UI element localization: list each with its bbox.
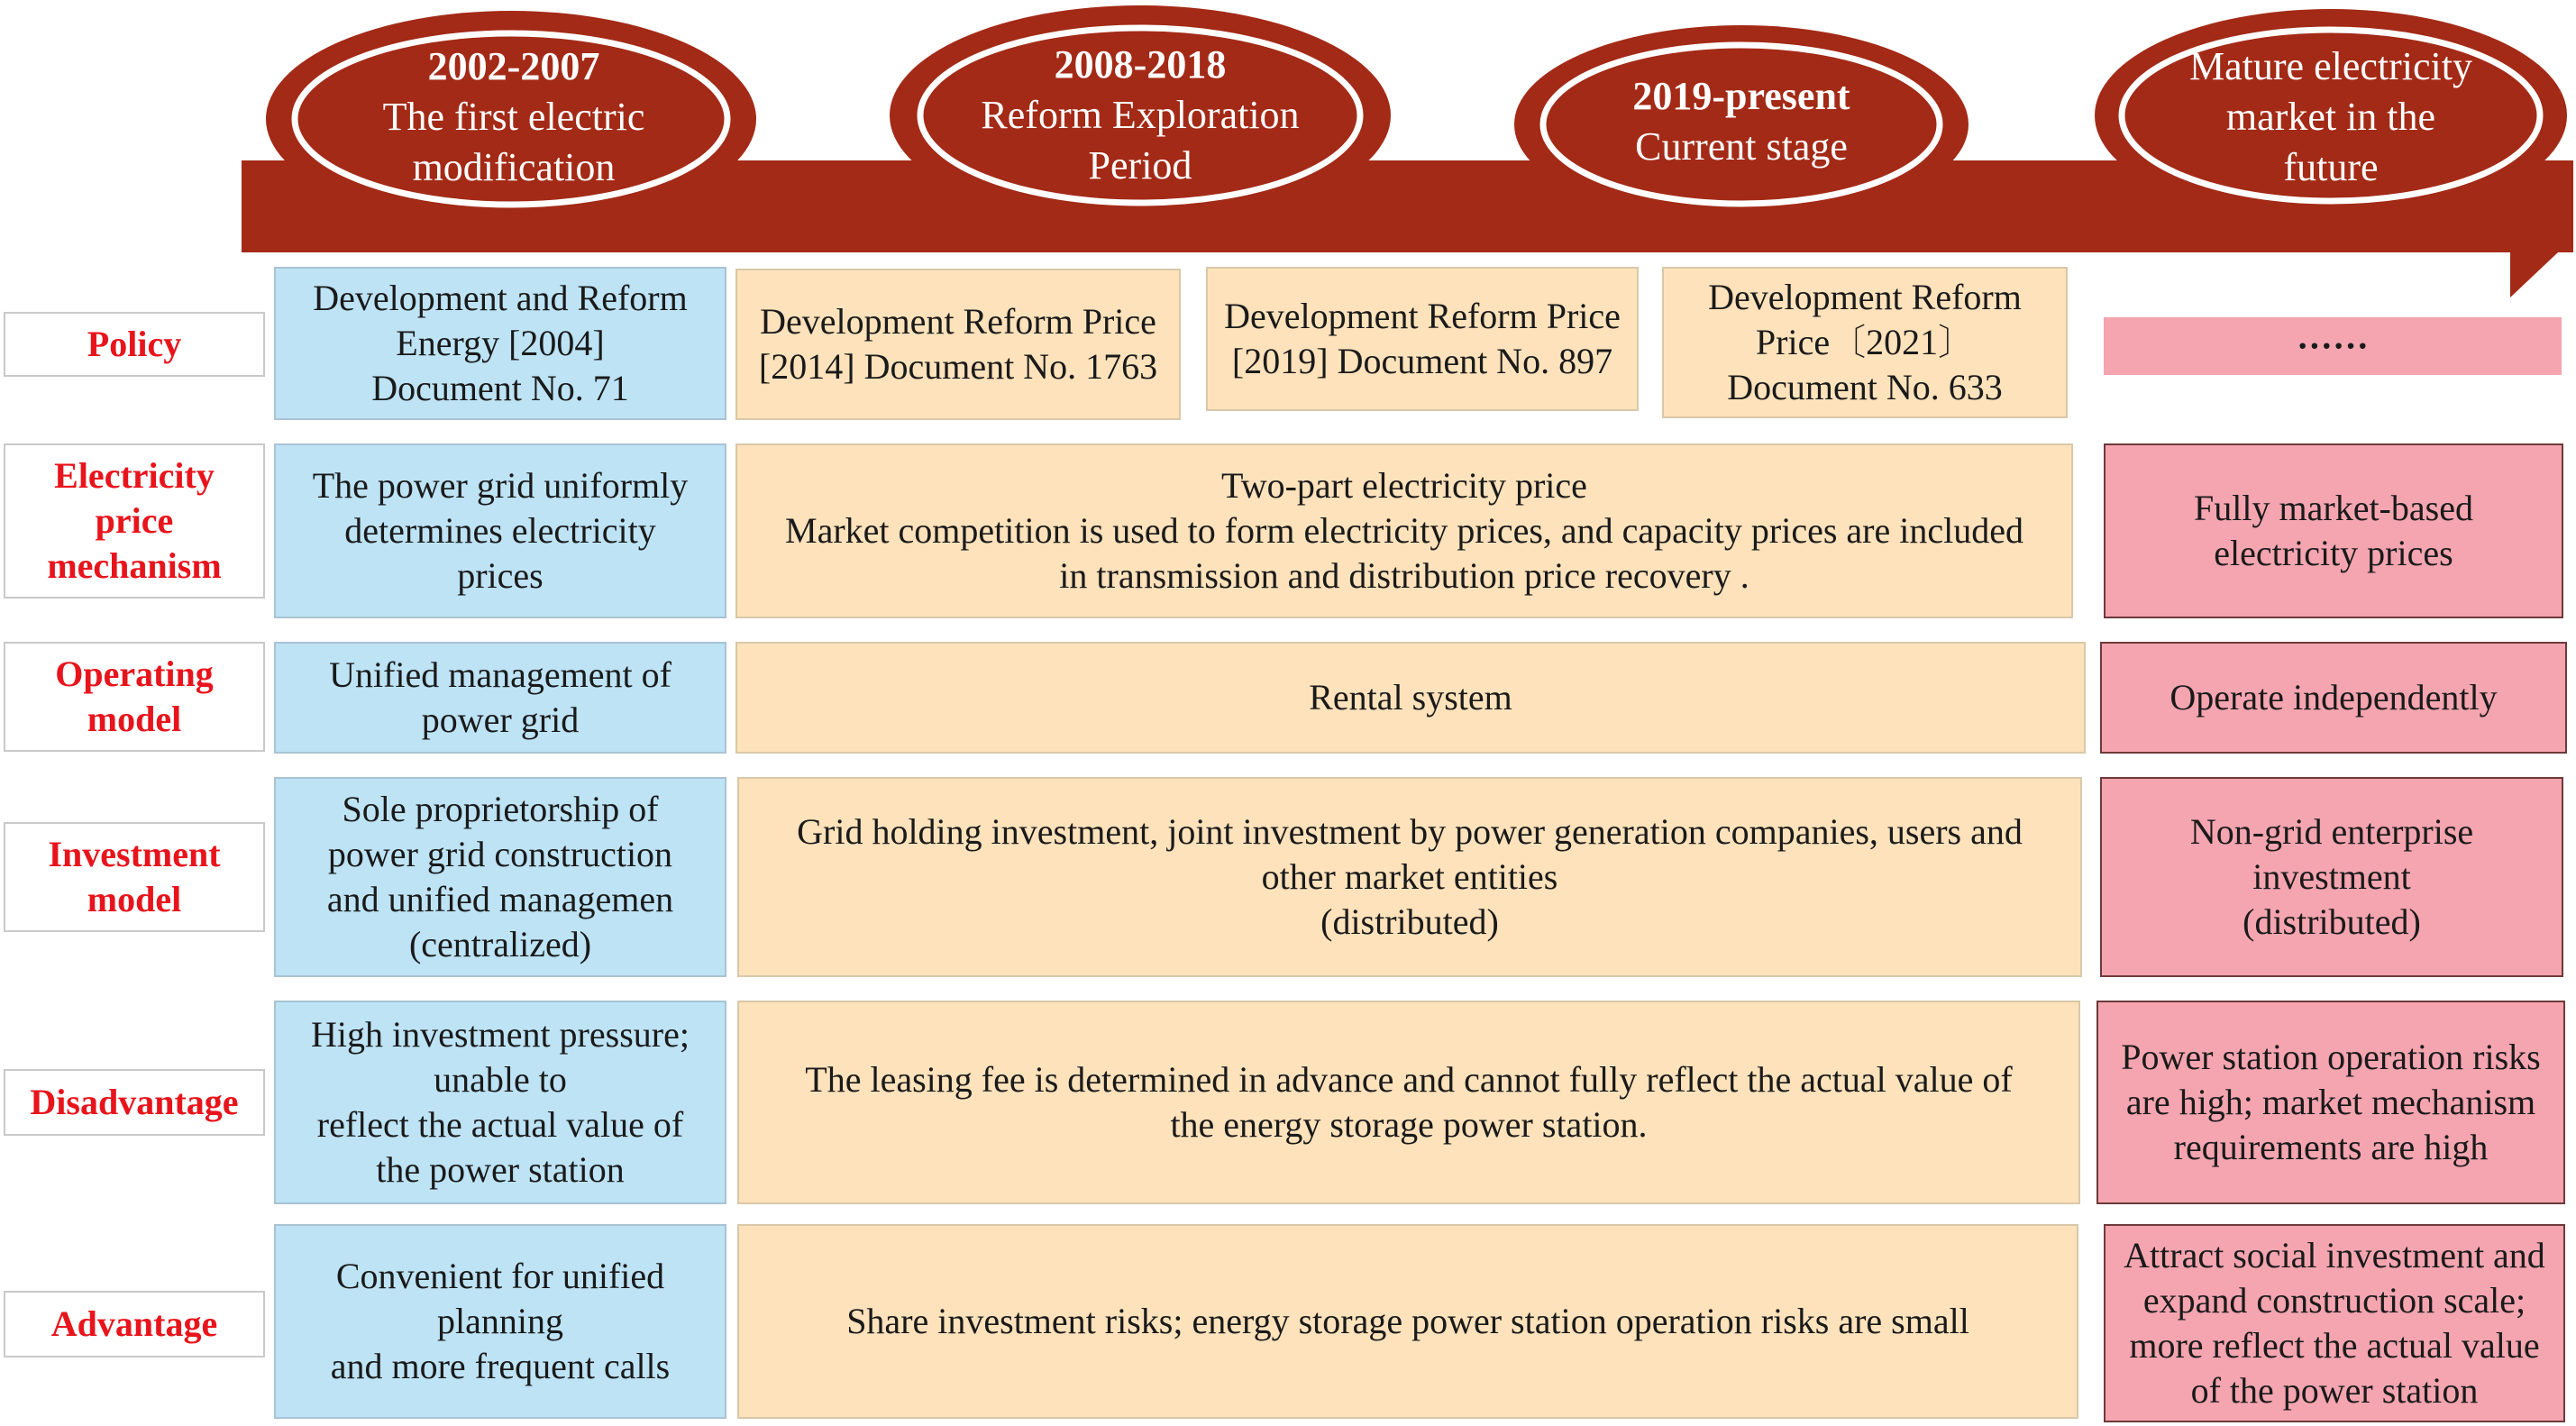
stage-3 (1552, 54, 1931, 189)
stage-4-title: Mature electricity market in the future (2189, 44, 2472, 189)
operating-cell-rental: Rental system (735, 642, 2086, 754)
stage-2 (933, 34, 1347, 197)
stage-3-title: Current stage (1635, 124, 1848, 169)
policy-cell-2014: Development Reform Price [2014] Document No. 1763 (735, 269, 1181, 420)
disadvantage-cell-future: Power station operation risks are high; market mechanism requirements are high (2096, 1001, 2565, 1204)
stage-1 (306, 36, 721, 198)
policy-cell-2021: Development Reform Price〔2021〕 Document No. 633 (1662, 267, 2068, 418)
row-label-investment-model: Investment model (4, 822, 265, 932)
price-cell-centralized: The power grid uniformly determines electricity prices (274, 443, 726, 618)
investment-cell-future: Non-grid enterprise investment (distributed) (2100, 777, 2563, 977)
stage-1-year: 2002-2007 (427, 44, 600, 88)
stage-2-year: 2008-2018 (1054, 42, 1227, 87)
investment-cell-sole: Sole proprietorship of power grid construction and unified managemen (centralized) (274, 777, 726, 977)
policy-cell-2019: Development Reform Price [2019] Document No. 897 (1206, 267, 1639, 411)
row-label-advantage: Advantage (4, 1291, 265, 1357)
disadvantage-cell-leasing: The leasing fee is determined in advance and cannot fully reflect the actual value of the energy storage power station. (737, 1001, 2080, 1204)
stage-3-year: 2019-present (1632, 74, 1850, 118)
row-label-disadvantage: Disadvantage (4, 1069, 265, 1136)
advantage-cell-future: Attract social investment and expand construction scale; more reflect the actual value of the power station (2104, 1224, 2565, 1422)
advantage-cell-share-risk: Share investment risks; energy storage power station operation risks are small (737, 1224, 2078, 1419)
price-cell-future: Fully market-based electricity prices (2104, 443, 2563, 618)
policy-cell-2002: Development and Reform Energy [2004] Document No. 71 (274, 267, 726, 420)
row-label-policy: Policy (4, 312, 265, 377)
disadvantage-cell-centralized: High investment pressure; unable to reflect the actual value of the power station (274, 1001, 726, 1204)
row-label-operating-model: Operating model (4, 642, 265, 752)
stage-4 (2133, 36, 2529, 198)
price-cell-two-part: Two-part electricity price Market competition is used to form electricity prices, and capacity prices are included in transmission and distribution price recovery . (735, 443, 2073, 618)
operating-cell-future: Operate independently (2100, 642, 2567, 754)
stage-2-title: Reform Exploration Period (981, 93, 1300, 187)
stage-1-title: The first electric modification (382, 95, 645, 189)
operating-cell-unified: Unified management of power grid (274, 642, 726, 754)
investment-cell-joint: Grid holding investment, joint investment by power generation companies, users and other market entities (distributed) (737, 777, 2082, 977)
row-label-price-mechanism: Electricity price mechanism (4, 443, 265, 599)
policy-cell-future: ······ (2104, 317, 2562, 375)
advantage-cell-centralized: Convenient for unified planning and more frequent calls (274, 1224, 726, 1419)
